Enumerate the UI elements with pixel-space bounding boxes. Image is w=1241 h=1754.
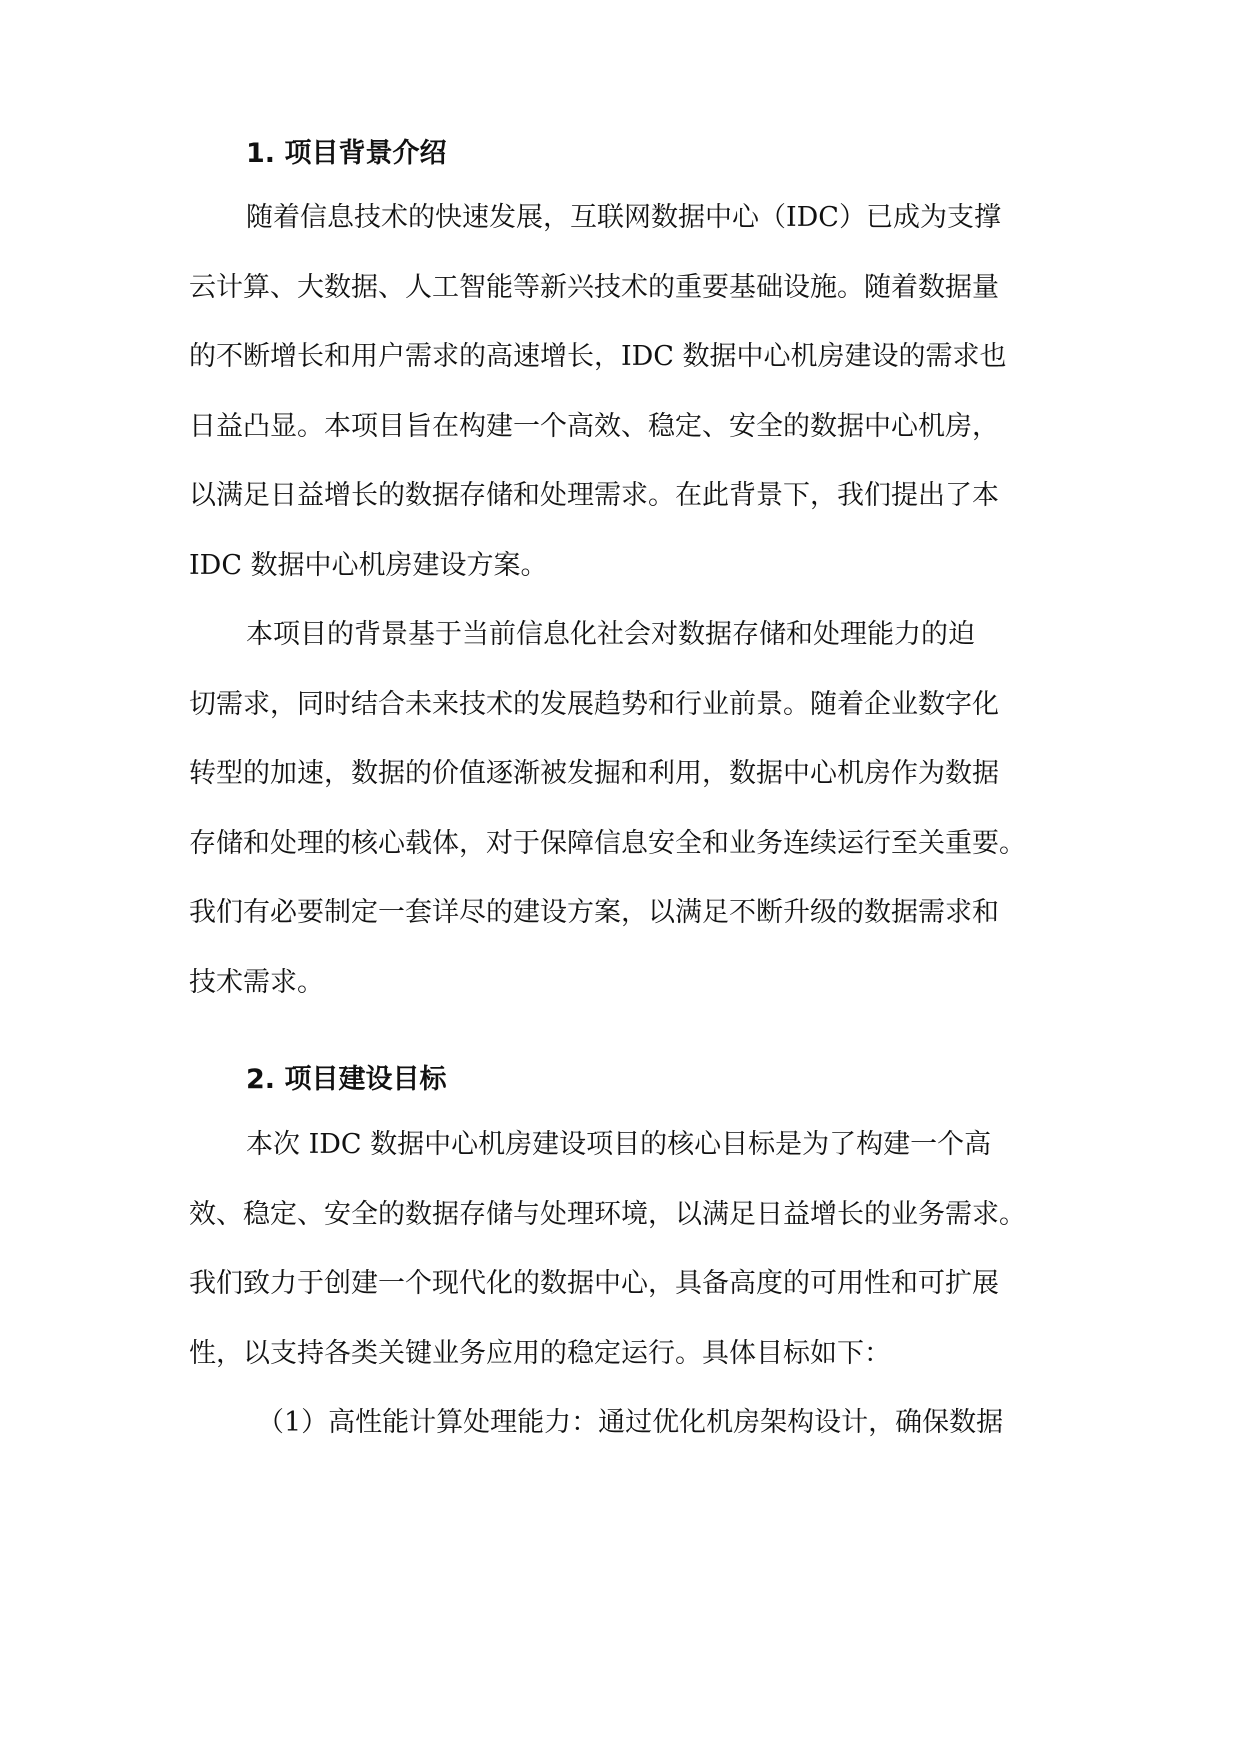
paragraph-line: 本次 IDC 数据中心机房建设项目的核心目标是为了构建一个高 — [246, 1129, 992, 1160]
paragraph-line: 日益凸显。本项目旨在构建一个高效、稳定、安全的数据中心机房， — [189, 411, 999, 442]
paragraph-line: 技术需求。 — [189, 967, 324, 998]
paragraph-line: 以满足日益增长的数据存储和处理需求。在此背景下，我们提出了本 — [189, 480, 999, 511]
paragraph-line: 云计算、大数据、人工智能等新兴技术的重要基础设施。随着数据量 — [189, 272, 999, 303]
paragraph-line: 随着信息技术的快速发展，互联网数据中心（IDC）已成为支撑 — [246, 202, 1001, 233]
section-heading-background: 1. 项目背景介绍 — [246, 138, 447, 169]
paragraph-line: 转型的加速，数据的价值逐渐被发掘和利用，数据中心机房作为数据 — [189, 758, 999, 789]
paragraph-line: 性，以支持各类关键业务应用的稳定运行。具体目标如下： — [189, 1338, 891, 1369]
paragraph-line: 本项目的背景基于当前信息化社会对数据存储和处理能力的迫 — [246, 619, 975, 650]
paragraph-line: 的不断增长和用户需求的高速增长，IDC 数据中心机房建设的需求也 — [189, 341, 1007, 372]
paragraph-line: 存储和处理的核心载体，对于保障信息安全和业务连续运行至关重要。 — [189, 828, 1026, 859]
section-heading-goals: 2. 项目建设目标 — [246, 1064, 447, 1095]
paragraph-line: 我们有必要制定一套详尽的建设方案，以满足不断升级的数据需求和 — [189, 897, 999, 928]
paragraph-line: 切需求，同时结合未来技术的发展趋势和行业前景。随着企业数字化 — [189, 689, 999, 720]
paragraph-line: 效、稳定、安全的数据存储与处理环境，以满足日益增长的业务需求。 — [189, 1199, 1026, 1230]
paragraph-line: 我们致力于创建一个现代化的数据中心，具备高度的可用性和可扩展 — [189, 1268, 999, 1299]
paragraph-line: IDC 数据中心机房建设方案。 — [189, 550, 548, 581]
list-item: （1）高性能计算处理能力：通过优化机房架构设计，确保数据 — [257, 1407, 1004, 1438]
